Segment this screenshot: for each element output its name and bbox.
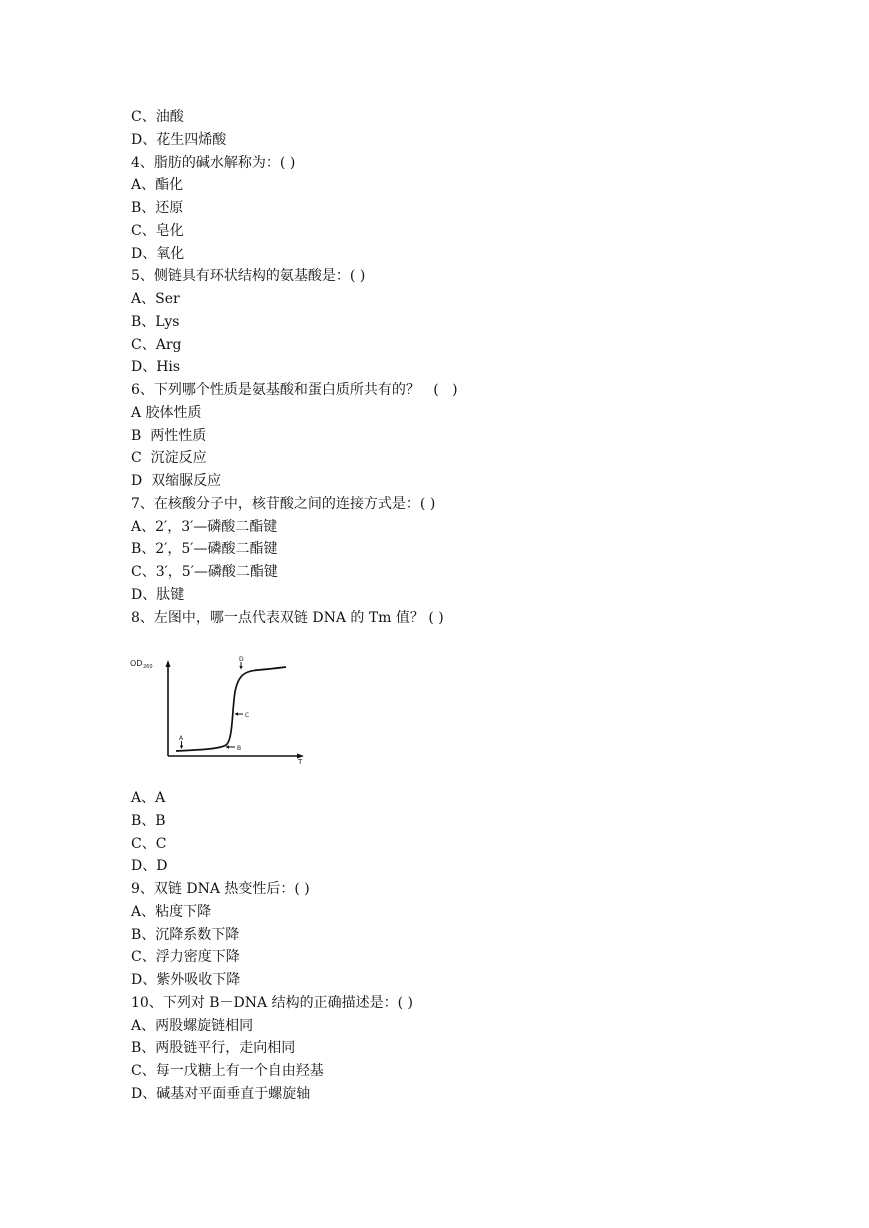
option-line: C、3′，5′—磷酸二酯键	[131, 564, 278, 580]
option-line: C、C	[131, 835, 167, 852]
option-line: A、两股螺旋链相同	[131, 1017, 254, 1034]
option-line: C、浮力密度下降	[131, 949, 240, 966]
option-line: A 胶体性质	[131, 404, 202, 421]
x-axis-label: T	[298, 758, 303, 766]
point-label-a: A	[179, 735, 184, 742]
option-line: A、酯化	[131, 177, 184, 194]
point-c-arrowhead	[235, 712, 239, 715]
option-line: A、2′，3′—磷酸二酯键	[131, 518, 278, 535]
point-label-b: B	[237, 745, 242, 752]
point-d-arrowhead	[239, 666, 242, 670]
option-line: B、B	[131, 812, 166, 829]
option-line: C 沉淀反应	[131, 450, 207, 467]
point-label-c: C	[245, 712, 250, 719]
option-line: C、每一戊糖上有一个自由羟基	[131, 1063, 324, 1079]
y-axis-label: OD	[130, 659, 143, 668]
point-a-arrowhead	[180, 746, 183, 750]
option-line: B、还原	[131, 200, 184, 216]
option-line: D、His	[131, 359, 181, 376]
text-line: D、花生四烯酸	[131, 131, 227, 148]
question-10: 10、下列对 B－DNA 结构的正确描述是：( )	[131, 994, 413, 1011]
option-line: B、Lys	[131, 313, 180, 330]
option-line: D、D	[131, 858, 168, 875]
text-line: C、油酸	[131, 109, 184, 125]
question-7: 7、在核酸分子中，核苷酸之间的连接方式是：( )	[131, 495, 436, 512]
option-line: C、Arg	[131, 336, 182, 353]
question-lines-top	[131, 106, 458, 629]
option-line: A、Ser	[131, 291, 180, 307]
y-axis-arrow	[166, 660, 171, 667]
option-line: B、两股链平行，走向相同	[131, 1040, 296, 1057]
melting-curve-figure	[128, 652, 308, 767]
point-label-d: D	[239, 656, 244, 663]
option-line: D、碱基对平面垂直于螺旋轴	[131, 1085, 311, 1102]
y-axis-label-subscript: 260	[143, 664, 153, 670]
option-line: A、粘度下降	[131, 903, 212, 920]
question-lines-bottom	[131, 787, 413, 1106]
option-line: B 两性性质	[131, 427, 207, 444]
option-line: C、皂化	[131, 222, 184, 239]
question-6: 6、下列哪个性质是氨基酸和蛋白质所共有的？ ( )	[131, 382, 458, 398]
option-line: D 双缩脲反应	[131, 473, 222, 489]
question-5: 5、侧链具有环状结构的氨基酸是：( )	[131, 268, 366, 285]
option-line: A、A	[131, 790, 166, 806]
option-line: D、氧化	[131, 245, 185, 262]
melting-curve-svg	[128, 652, 308, 767]
option-line: B、沉降系数下降	[131, 926, 240, 943]
question-9: 9、双链 DNA 热变性后：( )	[131, 881, 310, 897]
melting-curve	[176, 667, 286, 751]
option-line: B、2′，5′—磷酸二酯键	[131, 541, 278, 558]
option-line: D、紫外吸收下降	[131, 972, 241, 988]
question-4: 4、脂肪的碱水解称为：( )	[131, 154, 296, 171]
question-8: 8、左图中，哪一点代表双链 DNA 的 Tm 值？ ( )	[131, 609, 444, 626]
option-line: D、肽键	[131, 586, 185, 603]
